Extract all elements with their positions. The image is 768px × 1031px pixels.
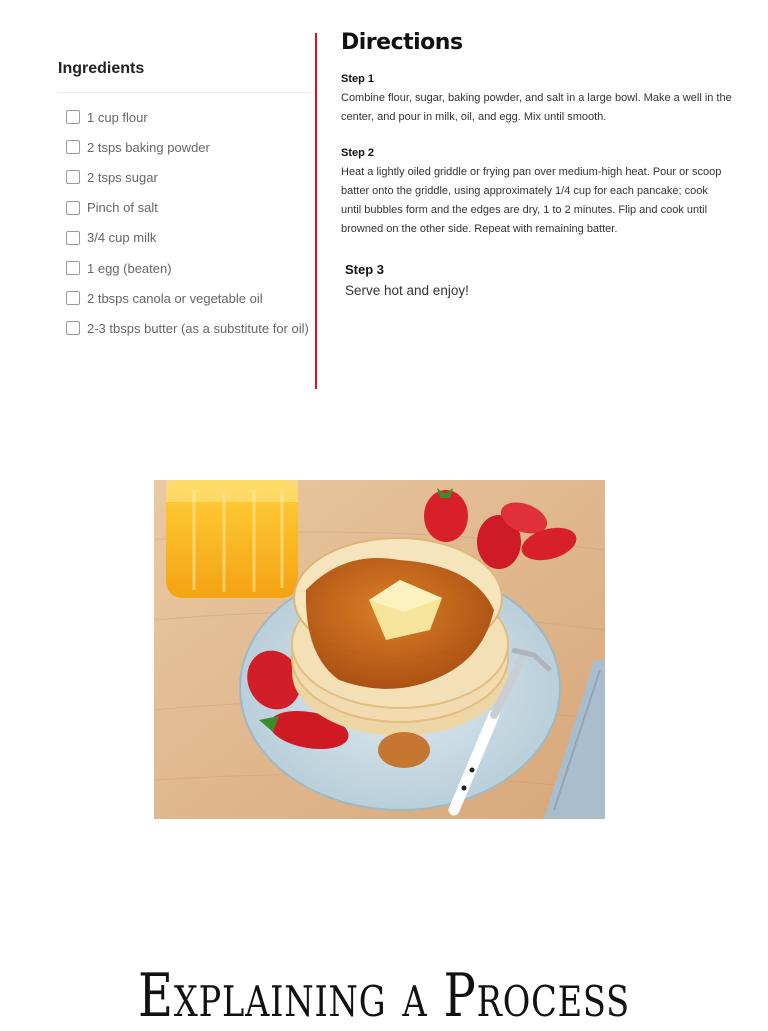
column-divider [315, 33, 317, 389]
ingredient-label: 2-3 tbsps butter (as a substitute for oil) [87, 320, 309, 336]
directions-title: Directions [341, 30, 463, 55]
orange-juice-glass [166, 480, 298, 598]
step-1-text [341, 89, 761, 127]
ingredient-item[interactable] [50, 132, 316, 162]
ingredient-checkbox[interactable] [66, 321, 80, 335]
step-1-line: center, and pour in milk, oil, and egg. Mix until smooth. [341, 111, 607, 123]
ingredient-label: 2 tsps baking powder [87, 139, 210, 155]
step-2-line: batter onto the griddle, using approximately 1/4 cup for each pancake; cook [341, 185, 708, 197]
pancake-photo [154, 480, 605, 819]
ingredient-label: 2 tsps sugar [87, 169, 158, 185]
ingredient-label: 2 tbsps canola or vegetable oil [87, 290, 263, 306]
ingredients-panel [50, 60, 316, 335]
directions-panel [341, 30, 761, 239]
ingredient-label: 3/4 cup milk [87, 230, 157, 246]
ingredient-checkbox[interactable] [66, 110, 80, 124]
step-2-line: Heat a lightly oiled griddle or frying pan over medium-high heat. Pour or scoop [341, 166, 722, 178]
step-2-line: browned on the other side. Repeat with remaining batter. [341, 223, 618, 235]
ingredient-item[interactable] [50, 313, 316, 343]
ingredient-checkbox[interactable] [66, 291, 80, 305]
ingredient-checkbox[interactable] [66, 201, 80, 215]
step-2-text [341, 163, 761, 239]
ingredient-checkbox[interactable] [66, 170, 80, 184]
step-3-label: Step 3 [345, 262, 385, 277]
ingredient-checkbox[interactable] [66, 140, 80, 154]
step-3-text: Serve hot and enjoy! [345, 283, 469, 298]
ingredient-label: 1 egg (beaten) [87, 260, 172, 276]
ingredient-item[interactable] [50, 253, 316, 283]
ingredient-checkbox[interactable] [66, 261, 80, 275]
step-1-label: Step 1 [341, 73, 375, 85]
ingredient-label: 1 cup flour [87, 109, 148, 125]
step-3 [345, 262, 469, 298]
step-2-label: Step 2 [341, 147, 375, 159]
ingredient-label: Pinch of salt [87, 200, 158, 216]
ingredient-item[interactable] [50, 102, 316, 132]
ingredients-title: Ingredients [58, 60, 316, 93]
ingredient-item[interactable] [50, 193, 316, 223]
ingredient-checkbox[interactable] [66, 231, 80, 245]
step-1-line: Combine flour, sugar, baking powder, and salt in a large bowl. Make a well in the [341, 92, 732, 104]
ingredient-item[interactable] [50, 223, 316, 253]
ingredients-list [50, 102, 316, 344]
ingredient-item[interactable] [50, 162, 316, 192]
headline: Explaining a Process [138, 961, 630, 1031]
step-2-line: until bubbles form and the edges are dry, 1 to 2 minutes. Flip and cook until [341, 204, 708, 216]
ingredient-item[interactable] [50, 283, 316, 313]
